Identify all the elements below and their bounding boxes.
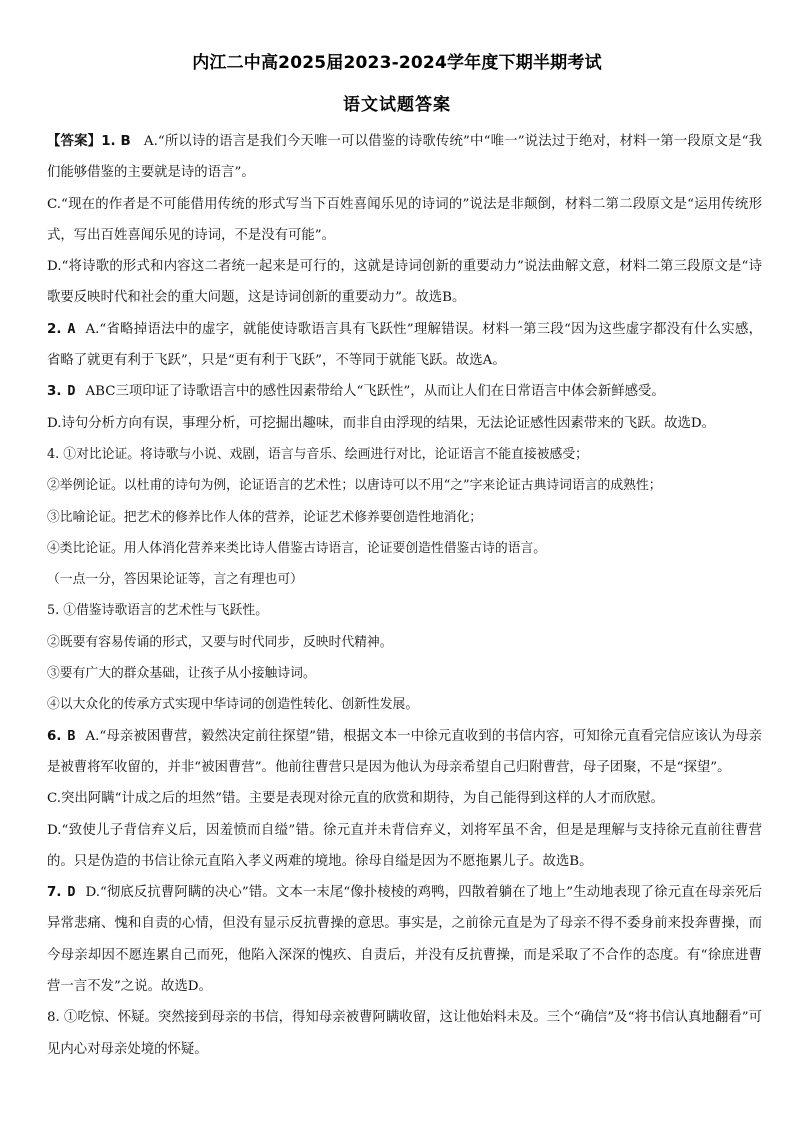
q3-number: 3. [47, 384, 62, 400]
q1-line-d: D.“将诗歌的形式和内容这二者统一起来是可行的，这就是诗词创新的重要动力”说法曲解文意，材料二第三段原文是“诗歌要反映时代和社会的重大问题，这是诗词创新的重要动力”。故选B。 [47, 259, 762, 306]
q7-choice: D [67, 885, 76, 901]
q4-line-2: ②举例论证。以杜甫的诗句为例，论证语言的艺术性；以唐诗可以不用“之”字来论证古典诗词语言的成熟性； [47, 478, 662, 494]
q6-answer [47, 721, 762, 784]
q5-line-1: 5. ①借鉴诗歌语言的艺术性与飞跃性。 [47, 603, 269, 619]
q7-explanation: D.“彻底反抗曹阿瞒的决心”错。文本一末尾“像扑棱棱的鸡鸭，四散着躺在了地上”生动地表现了徐元直在母亲死后异常悲痛、愧和自责的心情，但没有显示反抗曹操的意思。事实是，之前徐元直是为了母亲不得不委身前来投奔曹操，而今母亲却因不愿连累自己而死，他陷入深深的愧疚、自责后，并没有反抗曹操，而是采取了不合作的态度。有“徐庶进曹营一言不发”之说。故选D。 [47, 885, 762, 995]
q7-number: 7. [47, 885, 62, 901]
exam-title: 内江二中高2025届2023-2024学年度下期半期考试 [192, 53, 602, 73]
q5-line-3: ③要有广大的群众基础，让孩子从小接触诗词。 [47, 666, 316, 682]
q1-label: 【答案】1. B [47, 134, 131, 149]
q4-line-1: 4. ①对比论证。将诗歌与小说、戏剧，语言与音乐、绘画进行对比，论证语言不能直接被感受； [47, 446, 588, 462]
answer-body [47, 126, 762, 1065]
q2-number: 2. [47, 321, 62, 337]
q1-line-c: C.“现在的作者是不可能借用传统的形式写当下百姓喜闻乐见的诗词的”说法是非颠倒，材料二第二段原文是“运用传统形式，写出百姓喜闻乐见的诗词，不是没有可能”。 [47, 196, 762, 243]
q7-answer [47, 877, 762, 1002]
q1-line-a: A.“所以诗的语言是我们今天唯一可以借鉴的诗歌传统”中“唯一”说法过于绝对，材料一第一段原文是“我们能够借鉴的主要就是诗的语言”。 [47, 134, 762, 181]
q8-answer: 8. ①吃惊、怀疑。突然接到母亲的书信，得知母亲被曹阿瞒收留，这让他始料未及。三个“确信”及“将书信认真地翻看”可见内心对母亲处境的怀疑。 [47, 1010, 762, 1057]
q2-answer [47, 314, 762, 377]
q6-number: 6. [47, 728, 62, 744]
q3-explanation: ABC三项印证了诗歌语言中的感性因素带给人“飞跃性”，从而让人们在日常语言中体会新鲜感受。 [85, 384, 665, 400]
q4-line-3: ③比喻论证。把艺术的修养比作人体的营养，论证艺术修养要创造性地消化； [47, 509, 483, 525]
q4-line-4: ④类比论证。用人体消化营养来类比诗人借鉴古诗语言，论证要创造性借鉴古诗的语言。 [47, 540, 547, 556]
q3-answer [47, 376, 762, 407]
q6-line-d: D.“致使儿子背信弃义后，因羞愤而自缢”错。徐元直并未背信弃义，刘将军虽不舍，但是是理解与支持徐元直前往曹营的。只是伪造的书信让徐元直陷入孝义两难的境地。徐母自缢是因为不愿拖累儿子。故选B。 [47, 822, 762, 869]
q4-scoring-note: （一点一分，答因果论证等，言之有理也可） [47, 572, 303, 588]
q1-answer [47, 126, 762, 189]
q5-line-4: ④以大众化的传承方式实现中华诗词的创造性转化、创新性发展。 [47, 697, 419, 713]
q6-line-c: C.突出阿瞒“计成之后的坦然”错。主要是表现对徐元直的欣赏和期待，为自己能得到这样的人才而欣慰。 [47, 791, 664, 807]
q6-choice: B [67, 728, 76, 744]
q3-choice: D [67, 384, 76, 400]
answer-subtitle: 语文试题答案 [343, 95, 451, 115]
q5-line-2: ②既要有容易传诵的形式，又要与时代同步，反映时代精神。 [47, 634, 393, 650]
q3-extra: D.诗句分析方向有误，事理分析，可挖掘出趣味，而非自由浮现的结果，无法论证感性因素带来的飞跃。故选D。 [47, 415, 715, 431]
q2-choice: A [67, 321, 76, 337]
q6-explanation: A.“母亲被困曹营，毅然决定前往探望”错，根据文本一中徐元直收到的书信内容，可知徐元直看完信应该认为母亲是被曹将军收留的，并非“被困曹营”。他前往曹营只是因为他认为母亲希望自己归附曹营，母子团聚，不是“探望”。 [47, 728, 762, 775]
q2-explanation: A.“省略掉语法中的虚字，就能使诗歌语言具有飞跃性”理解错误。材料一第三段“因为这些虚字都没有什么实感，省略了就更有利于飞跃”，只是“更有利于飞跃”，不等同于就能飞跃。故选A。 [47, 321, 762, 369]
